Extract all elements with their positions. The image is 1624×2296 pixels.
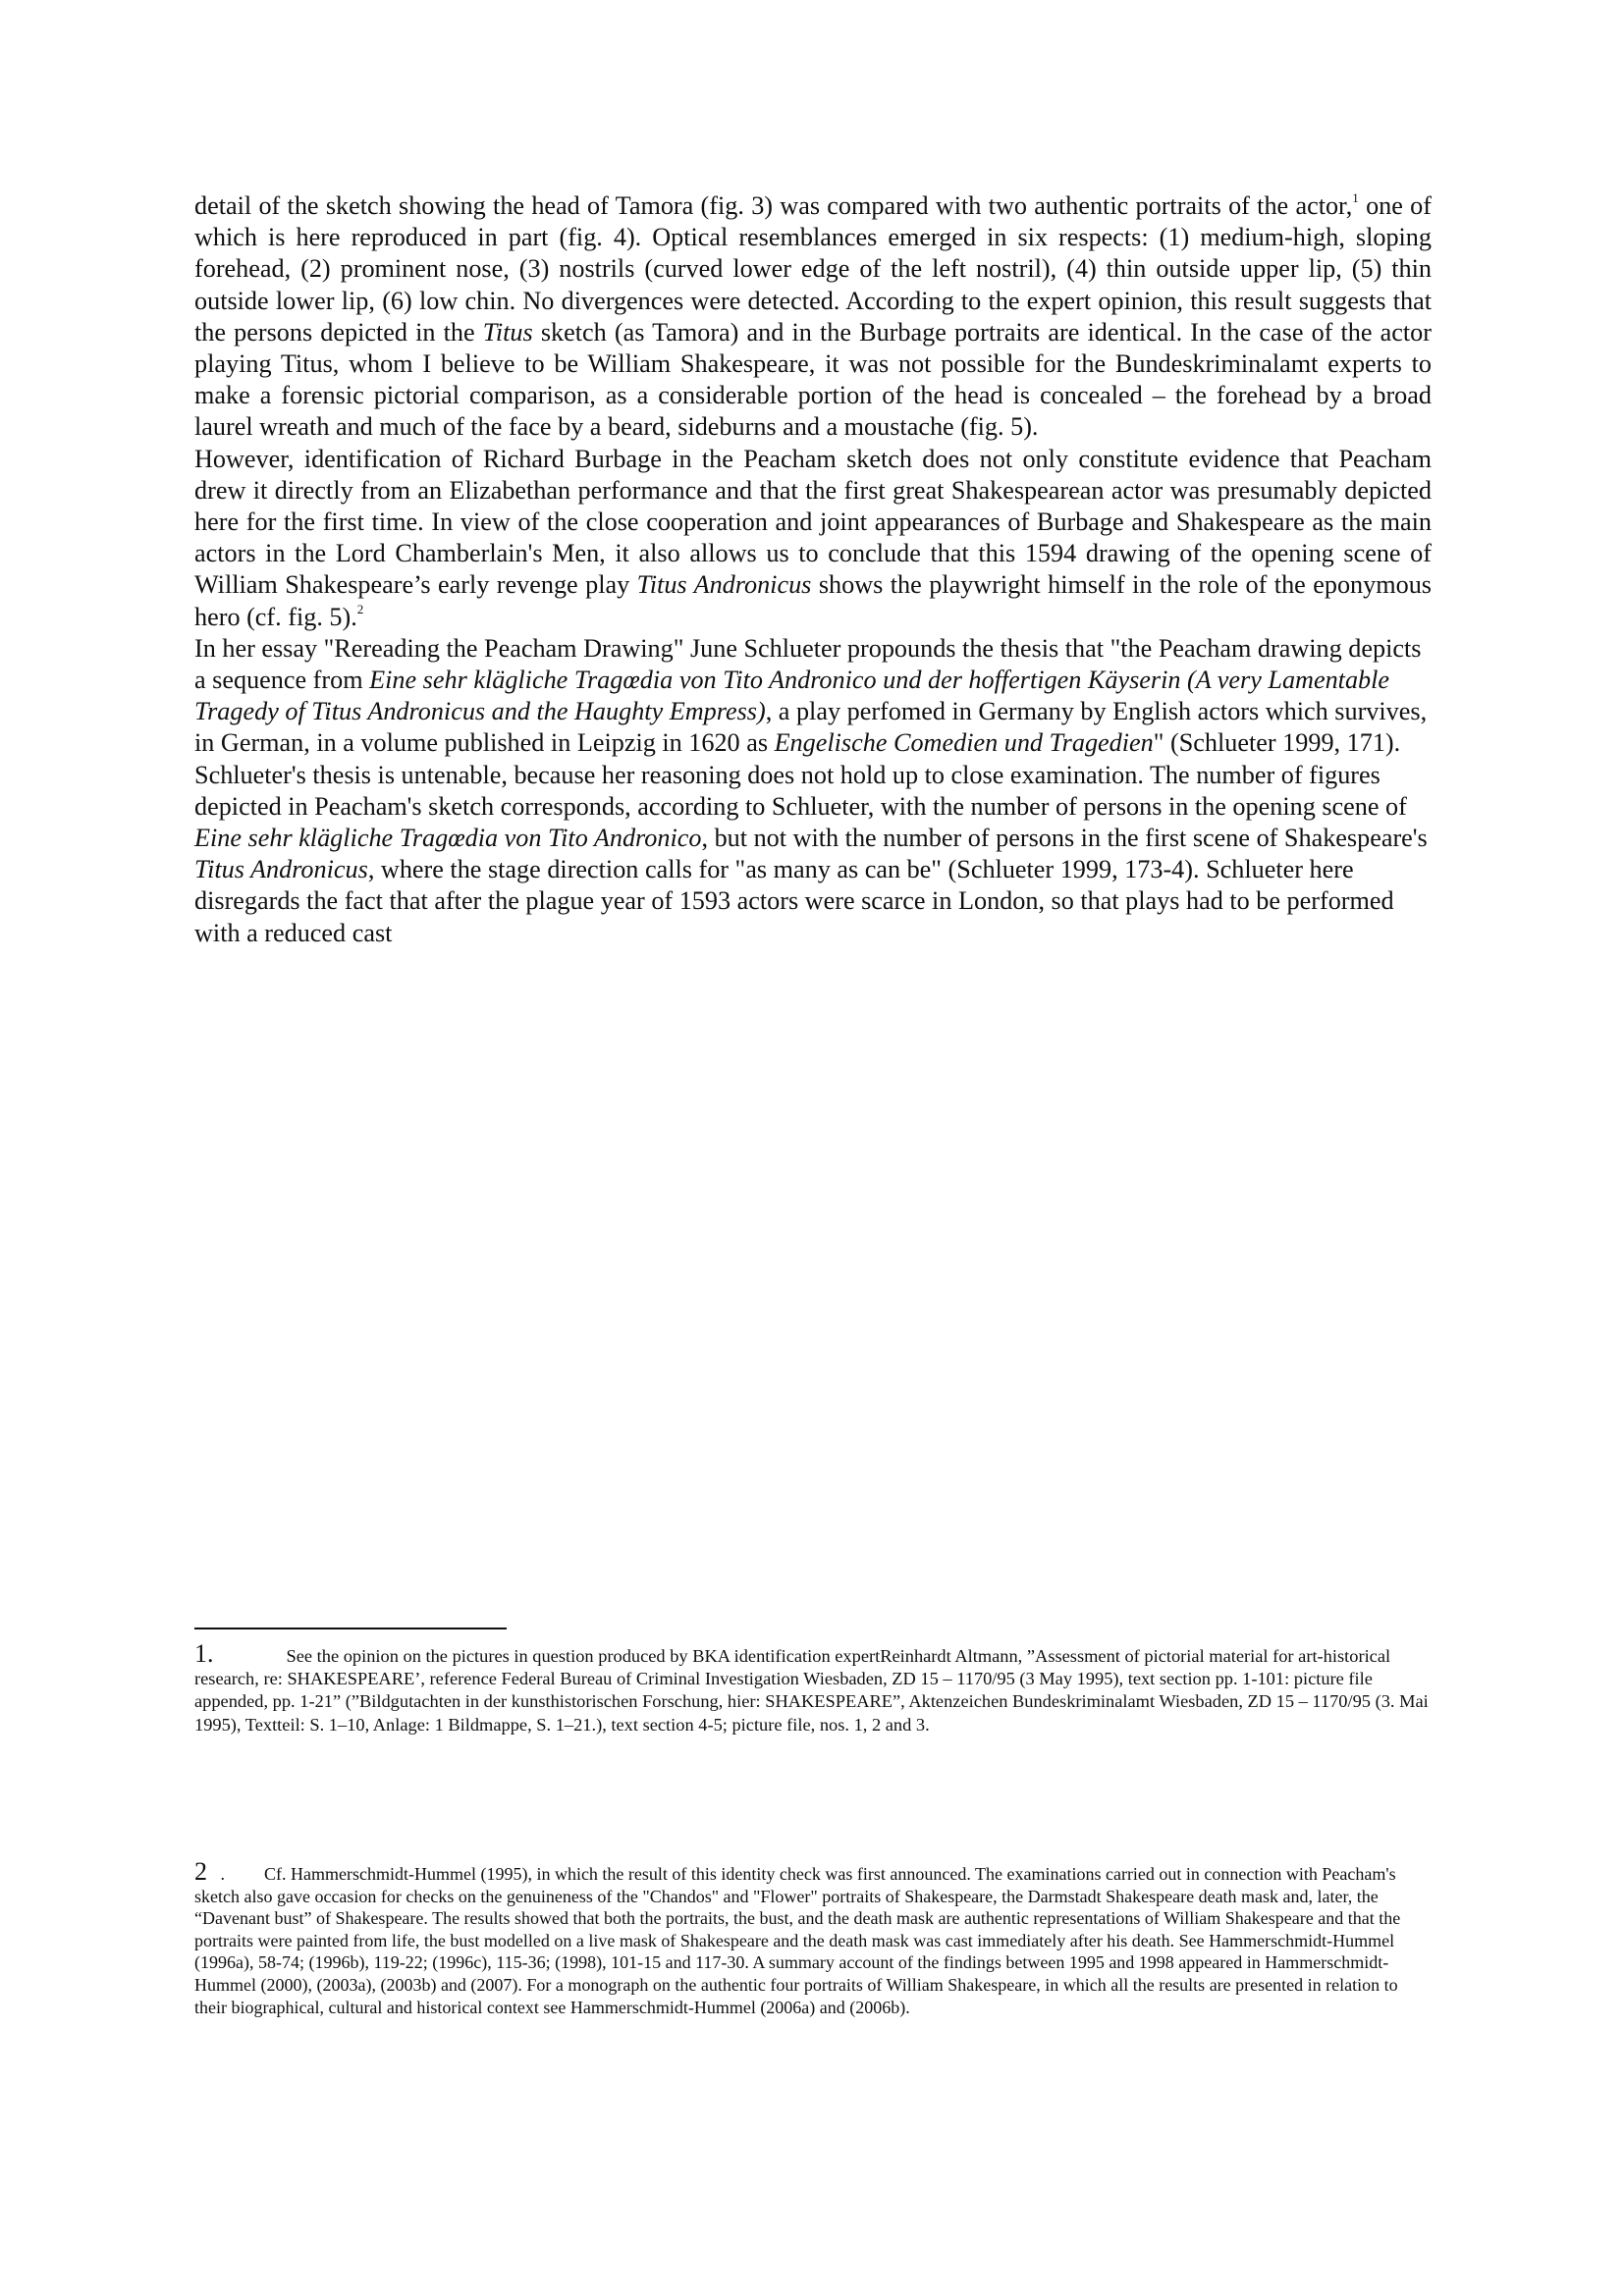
text-run: , where the stage direction calls for "as many as can be" (Schlueter 1999, 173-4). Schlueter here disregards the fact that after the plague year of 1593 actors were scarce in London, so that plays had to be performed with a reduced cast: [194, 855, 1394, 947]
footnote-text: See the opinion on the pictures in question produced by BKA identification expertReinhardt Altmann, ”Assessment of pictorial material for art-historical research, re: SHAKESPEARE’, reference Federal Bureau of Criminal Investigation Wiesbaden, ZD 15 – 1170/95 (3 May 1995), text section pp. 1-101: picture file appended, pp. 1-21” (”Bildgutachten in der kunsthistorischen Forschung, hier: SHAKESPEARE”, Aktenzeichen Bundeskriminalamt Wiesbaden, ZD 15 – 1170/95 (3. Mai 1995), Textteil: S. 1–10, Anlage: 1 Bildmappe, S. 1–21.), text section 4-5; picture file, nos. 1, 2 and 3.: [194, 1646, 1429, 1735]
text-run: shows the playwright himself in the role of the eponymous hero (cf. fig. 5).: [194, 570, 1432, 631]
text-run: " (Schlueter 1999, 171). Schlueter's thesis is untenable, because her reasoning does not hold up to close examination. The number of figures depicted in Peacham's sketch corresponds, according to Schlueter, with the number of persons in the opening scene of: [194, 728, 1407, 821]
text-run: sketch (as Tamora) and in the Burbage portraits are identical. In the case of the actor playing Titus, whom I believe to be William Shakespeare, it was not possible for the Bundeskriminalamt experts to make a forensic pictorial comparison, as a considerable portion of the head is concealed – the forehead by a broad laurel wreath and much of the face by a beard, sideburns and a moustache (fig. 5).: [194, 317, 1432, 442]
footnote-reference: 1: [1352, 190, 1359, 206]
paragraph: [194, 444, 1432, 633]
italic-title: Titus Andronicus: [194, 855, 368, 884]
text-run: , but not with the number of persons in the first scene of Shakespeare's: [701, 824, 1428, 853]
text-run: one of which is here reproduced in part (fig. 4). Optical resemblances emerged in six respects: (1) medium-high, sloping forehead, (2) prominent nose, (3) nostrils (curved lower edge of the left nostril), (4) thin outside upper lip, (5) thin outside lower lip, (6) low chin. No divergences were detected. According to the expert opinion, this result suggests that the persons depicted in the: [194, 191, 1432, 347]
footnote-number-suffix: .: [220, 1864, 225, 1884]
text-run: However, identification of Richard Burbage in the Peacham sketch does not only constitute evidence that Peacham drew it directly from an Elizabethan performance and that the first great Shakespearean actor was presumably depicted here for the first time. In view of the close cooperation and joint appearances of Burbage and Shakespeare as the main actors in the Lord Chamberlain's Men, it also allows us to conclude that this 1594 drawing of the opening scene of William Shakespeare’s early revenge play: [194, 444, 1432, 600]
footnote-1: [194, 1641, 1434, 1736]
italic-title: Engelische Comedien und Tragedien: [774, 728, 1154, 758]
italic-title: Titus: [482, 317, 533, 347]
text-run: In her essay "Rereading the Peacham Drawing" June Schlueter propounds the thesis that "the Peacham drawing depicts a sequence from: [194, 633, 1422, 695]
text-run: , a play perfomed in Germany by English actors which survives, in German, in a volume published in Leipzig in 1620 as: [194, 697, 1428, 758]
italic-title: Eine sehr klägliche Tragœdia von Tito Andronico: [194, 824, 702, 853]
footnote-number: 2: [194, 1857, 207, 1886]
paragraph: [194, 633, 1432, 949]
italic-title: Eine sehr klägliche Tragœdia von Tito Andronico und der hoffertigen Käyserin (A very Lamentable Tragedy of Titus Andronicus and the Haughty Empress): [194, 666, 1390, 726]
paragraph: [194, 190, 1432, 444]
main-text: [194, 190, 1432, 949]
text-run: detail of the sketch showing the head of Tamora (fig. 3) was compared with two authentic portraits of the actor,: [194, 191, 1353, 220]
footnote-2: [194, 1859, 1434, 2018]
footnote-number: 1.: [194, 1639, 214, 1668]
footnote-reference: 2: [356, 601, 364, 616]
paragraphs: [194, 190, 1432, 949]
italic-title: Titus Andronicus: [636, 570, 812, 600]
footnote-text: Cf. Hammerschmidt-Hummel (1995), in which the result of this identity check was first announced. The examinations carried out in connection with Peacham's sketch also gave occasion for checks on the genuineness of the "Chandos" and "Flower" portraits of Shakespeare, the Darmstadt Shakespeare death mask and, later, the “Davenant bust” of Shakespeare. The results showed that both the portraits, the bust, and the death mask are authentic representations of William Shakespeare and that the portraits were painted from life, the bust modelled on a live mask of Shakespeare and the death mask was cast immediately after his death. See Hammerschmidt-Hummel (1996a), 58-74; (1996b), 119-22; (1996c), 115-36; (1998), 101-15 and 117-30. A summary account of the findings between 1995 and 1998 appeared in Hammerschmidt-Hummel (2000), (2003a), (2003b) and (2007). For a monograph on the authentic four portraits of William Shakespeare, in which all the results are presented in relation to their biographical, cultural and historical context see Hammerschmidt-Hummel (2006a) and (2006b).: [194, 1864, 1401, 2017]
footnote-separator: [194, 1628, 507, 1629]
